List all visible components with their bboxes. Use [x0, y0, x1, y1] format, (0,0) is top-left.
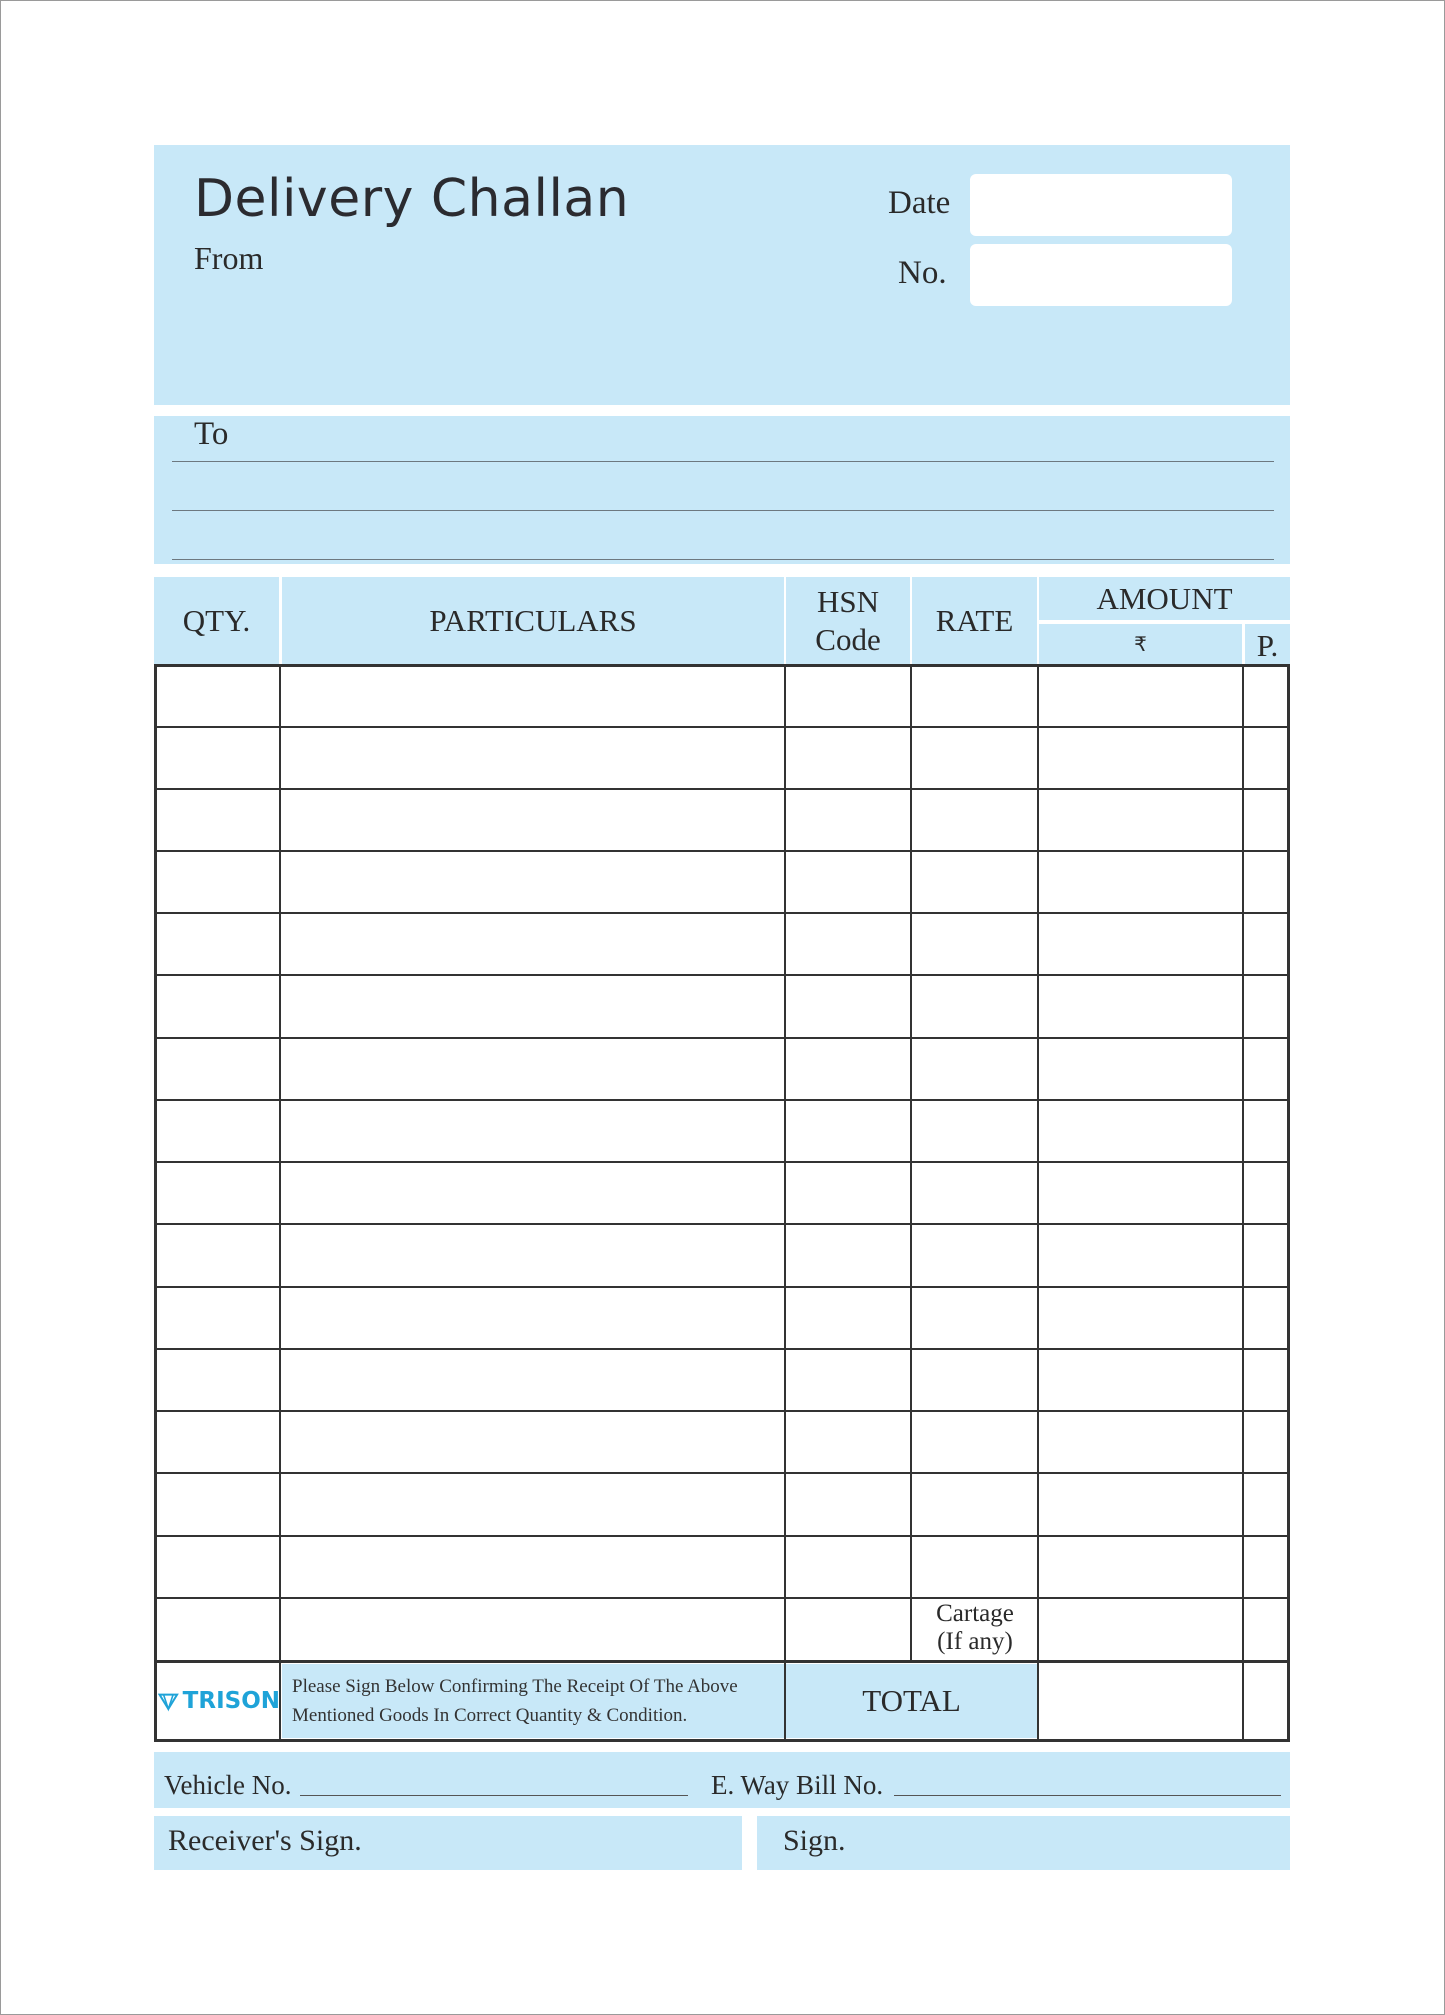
- hsn-header-line1: HSN: [816, 583, 879, 619]
- row-divider: [154, 726, 1290, 728]
- to-label: To: [194, 416, 229, 452]
- vehicle-number-field[interactable]: [300, 1795, 688, 1796]
- eway-bill-field[interactable]: [894, 1795, 1281, 1796]
- column-divider: [1037, 664, 1039, 1740]
- column-divider: [784, 664, 786, 1740]
- column-divider: [910, 664, 912, 1660]
- brand-name: TRISON: [182, 1688, 280, 1714]
- cartage-note: [912, 1600, 1038, 1656]
- column-divider: [1242, 664, 1244, 1740]
- row-divider: [154, 1535, 1290, 1537]
- eway-bill-label: E. Way Bill No.: [711, 1770, 884, 1800]
- row-divider: [154, 1472, 1290, 1474]
- row-divider: [154, 788, 1290, 790]
- row-divider: [154, 1037, 1290, 1039]
- to-line-1[interactable]: [172, 461, 1274, 462]
- rate-header: [912, 577, 1037, 664]
- notice-line-2: Mentioned Goods In Correct Quantity & Condition.: [292, 1705, 688, 1726]
- column-divider: [279, 664, 281, 1740]
- cartage-label: Cartage: [936, 1600, 1014, 1627]
- total-label-cell: [786, 1664, 1037, 1738]
- total-label: TOTAL: [862, 1683, 961, 1718]
- row-divider: [154, 974, 1290, 976]
- qty-header: [154, 577, 279, 664]
- sign-label: Sign.: [783, 1824, 846, 1857]
- brand-diamond-icon: [158, 1689, 179, 1713]
- to-panel: [154, 416, 1290, 564]
- notice-line-1: Please Sign Below Confirming The Receipt Of The Above: [292, 1676, 738, 1697]
- row-divider: [154, 1348, 1290, 1350]
- particulars-header-label: PARTICULARS: [429, 602, 637, 638]
- receiver-sign-label: Receiver's Sign.: [168, 1824, 362, 1857]
- to-line-2[interactable]: [172, 510, 1274, 511]
- receiver-sign-panel[interactable]: [154, 1816, 742, 1870]
- date-field[interactable]: [970, 174, 1232, 236]
- row-divider: [154, 1410, 1290, 1412]
- date-label: Date: [888, 185, 951, 221]
- receipt-notice: [282, 1664, 784, 1738]
- qty-header-label: QTY.: [182, 602, 251, 638]
- items-table: [154, 664, 1290, 1742]
- brand-logo: [158, 1664, 280, 1738]
- row-divider: [154, 912, 1290, 914]
- rupee-subheader: ₹: [1039, 624, 1242, 664]
- to-line-3[interactable]: [172, 559, 1274, 560]
- row-divider: [154, 1161, 1290, 1163]
- paise-subheader: P.: [1245, 624, 1290, 664]
- row-divider: [154, 1660, 1290, 1663]
- rate-header-label: RATE: [935, 602, 1014, 638]
- header-panel: [154, 145, 1290, 405]
- row-divider: [154, 1099, 1290, 1101]
- row-divider: [154, 850, 1290, 852]
- amount-header: AMOUNT: [1039, 577, 1290, 620]
- sign-panel[interactable]: [757, 1816, 1290, 1870]
- from-label: From: [194, 240, 264, 276]
- row-divider: [154, 1597, 1290, 1599]
- cartage-if-any-label: (If any): [937, 1628, 1013, 1655]
- challan-number-field[interactable]: [970, 244, 1232, 306]
- particulars-header: [282, 577, 784, 664]
- hsn-header-line2: Code: [815, 621, 881, 657]
- document-title: Delivery Challan: [194, 169, 630, 229]
- hsn-header: [786, 577, 910, 664]
- vehicle-number-label: Vehicle No.: [164, 1770, 292, 1800]
- row-divider: [154, 1223, 1290, 1225]
- number-label: No.: [898, 255, 947, 291]
- row-divider: [154, 1286, 1290, 1288]
